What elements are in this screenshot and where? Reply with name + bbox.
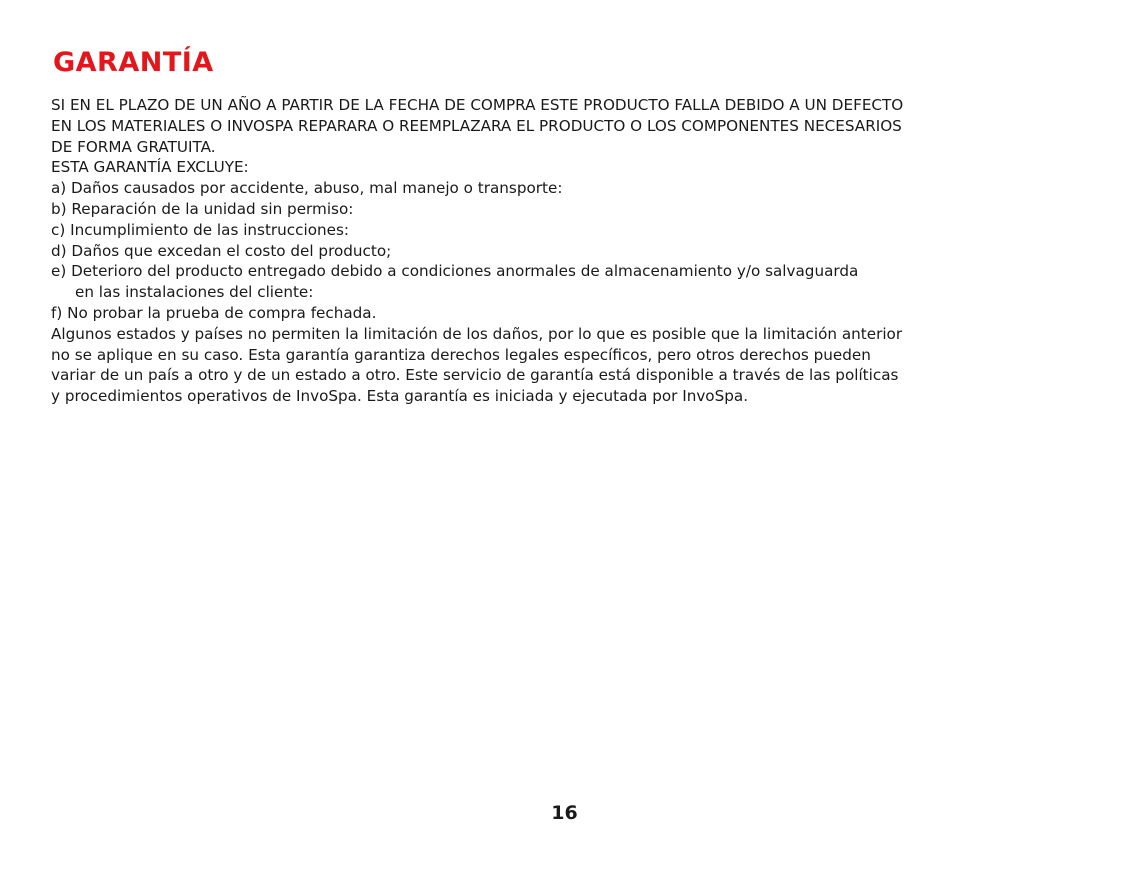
warranty-text <box>51 95 1066 407</box>
closing-line: no se aplique en su caso. Esta garantía garantiza derechos legales específicos, pero otros derechos pueden <box>51 345 871 364</box>
closing-line: y procedimientos operativos de InvoSpa. Esta garantía es iniciada y ejecutada por InvoSpa. <box>51 387 749 406</box>
exclusion-item-a: a) Daños causados por accidente, abuso, mal manejo o transporte: <box>51 179 563 198</box>
exclusion-item-e: e) Deterioro del producto entregado debido a condiciones anormales de almacenamiento y/o salvaguarda <box>51 262 859 281</box>
intro-line: SI EN EL PLAZO DE UN AÑO A PARTIR DE LA FECHA DE COMPRA ESTE PRODUCTO FALLA DEBIDO A UN DEFECTO <box>51 96 904 114</box>
exclusion-item-f: f) No probar la prueba de compra fechada. <box>51 303 377 322</box>
page-title: GARANTÍA <box>53 47 214 78</box>
exclusion-item-e-continued: en las instalaciones del cliente: <box>75 283 314 302</box>
closing-line: variar de un país a otro y de un estado a otro. Este servicio de garantía está disponible a través de las políticas <box>51 366 899 385</box>
exclusion-item-c: c) Incumplimiento de las instrucciones: <box>51 220 349 239</box>
intro-line: EN LOS MATERIALES O INVOSPA REPARARA O REEMPLAZARA EL PRODUCTO O LOS COMPONENTES NECESARIOS <box>51 116 902 135</box>
page-number: 16 <box>551 802 578 824</box>
exclusion-item-d: d) Daños que excedan el costo del producto; <box>51 241 392 260</box>
closing-line: Algunos estados y países no permiten la limitación de los daños, por lo que es posible que la limitación anterior <box>51 324 903 343</box>
exclusion-item-b: b) Reparación de la unidad sin permiso: <box>51 199 354 218</box>
intro-line: DE FORMA GRATUITA. <box>51 137 216 156</box>
exclusions-header: ESTA GARANTÍA EXCLUYE: <box>51 158 249 177</box>
